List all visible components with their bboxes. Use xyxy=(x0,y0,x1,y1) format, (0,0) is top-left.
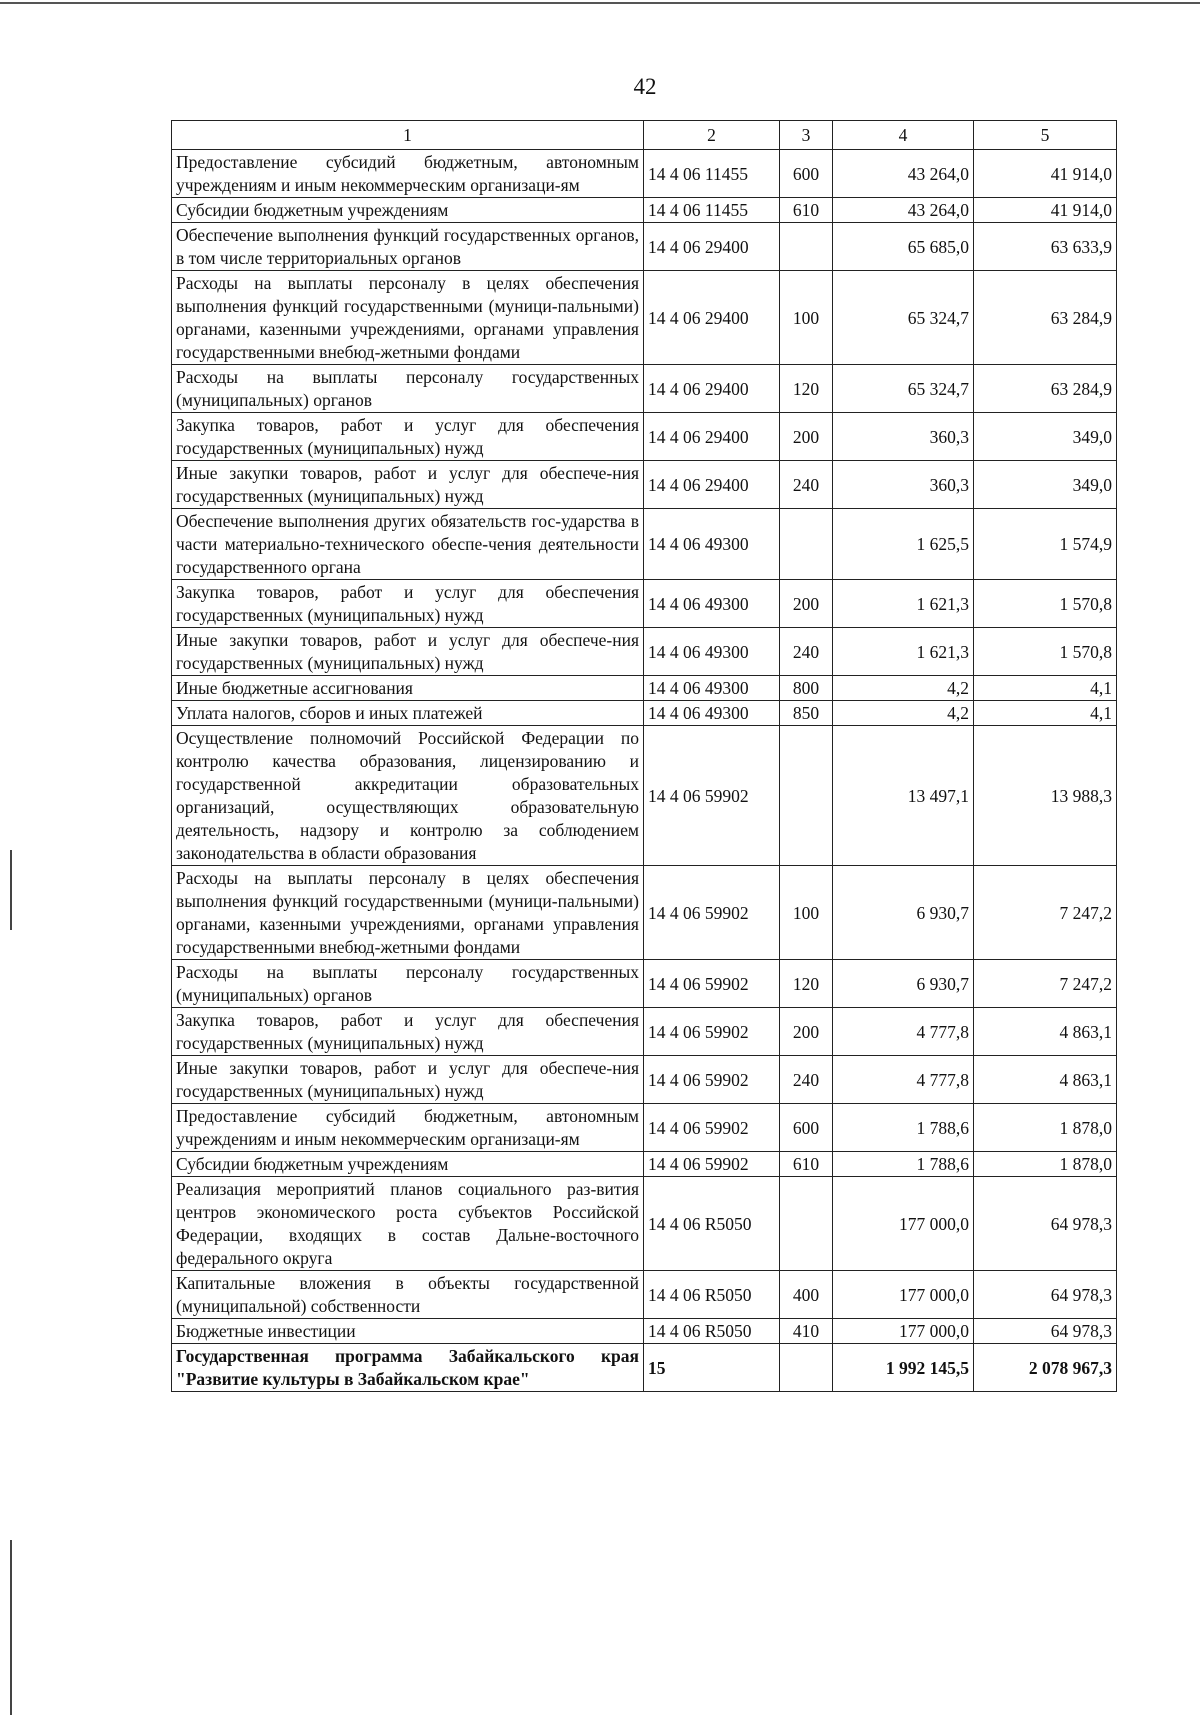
row-sum-2-cell: 41 914,0 xyxy=(974,150,1117,198)
row-name-cell: Субсидии бюджетным учреждениям xyxy=(172,1152,644,1177)
row-expense-type-cell: 200 xyxy=(780,580,833,628)
row-code-cell: 14 4 06 29400 xyxy=(644,365,780,413)
row-expense-type-cell: 120 xyxy=(780,960,833,1008)
row-expense-type-cell: 610 xyxy=(780,198,833,223)
table-header-row xyxy=(172,121,1117,150)
row-sum-1-cell: 4,2 xyxy=(833,676,974,701)
row-expense-type-cell: 600 xyxy=(780,150,833,198)
table-row xyxy=(172,271,1117,365)
row-code-cell: 14 4 06 59902 xyxy=(644,1152,780,1177)
table-row xyxy=(172,701,1117,726)
row-sum-2-cell: 4,1 xyxy=(974,676,1117,701)
row-name-cell: Обеспечение выполнения функций государственных органов, в том числе территориальных органов xyxy=(172,223,644,271)
row-name-cell: Иные закупки товаров, работ и услуг для обеспече-ния государственных (муниципальных) нужд xyxy=(172,628,644,676)
row-name-cell: Субсидии бюджетным учреждениям xyxy=(172,198,644,223)
row-code-cell: 14 4 06 11455 xyxy=(644,150,780,198)
row-name-cell: Закупка товаров, работ и услуг для обеспечения государственных (муниципальных) нужд xyxy=(172,1008,644,1056)
table-row xyxy=(172,628,1117,676)
row-code-cell: 14 4 06 29400 xyxy=(644,413,780,461)
row-sum-1-cell: 13 497,1 xyxy=(833,726,974,866)
row-expense-type-cell: 240 xyxy=(780,461,833,509)
row-sum-1-cell: 1 621,3 xyxy=(833,580,974,628)
row-expense-type-cell: 850 xyxy=(780,701,833,726)
row-expense-type-cell: 200 xyxy=(780,413,833,461)
row-sum-2-cell: 63 633,9 xyxy=(974,223,1117,271)
row-sum-1-cell: 1 788,6 xyxy=(833,1152,974,1177)
row-sum-2-cell: 7 247,2 xyxy=(974,960,1117,1008)
table-row xyxy=(172,726,1117,866)
row-name-cell: Иные закупки товаров, работ и услуг для обеспече-ния государственных (муниципальных) нужд xyxy=(172,1056,644,1104)
row-expense-type-cell: 200 xyxy=(780,1008,833,1056)
row-sum-1-cell: 1 621,3 xyxy=(833,628,974,676)
row-code-cell: 14 4 06 49300 xyxy=(644,509,780,580)
row-code-cell: 14 4 06 59902 xyxy=(644,726,780,866)
scan-margin-mark xyxy=(10,850,12,930)
row-sum-2-cell: 41 914,0 xyxy=(974,198,1117,223)
row-name-cell: Бюджетные инвестиции xyxy=(172,1319,644,1344)
table-row xyxy=(172,365,1117,413)
table-row xyxy=(172,866,1117,960)
table-row xyxy=(172,1319,1117,1344)
row-sum-2-cell: 64 978,3 xyxy=(974,1177,1117,1271)
table-body xyxy=(172,150,1117,1392)
table-row xyxy=(172,413,1117,461)
row-code-cell: 14 4 06 R5050 xyxy=(644,1177,780,1271)
row-code-cell: 14 4 06 59902 xyxy=(644,1104,780,1152)
table-row xyxy=(172,1344,1117,1392)
row-sum-2-cell: 63 284,9 xyxy=(974,365,1117,413)
row-sum-2-cell: 7 247,2 xyxy=(974,866,1117,960)
table-row xyxy=(172,960,1117,1008)
row-expense-type-cell: 120 xyxy=(780,365,833,413)
budget-table xyxy=(171,120,1117,1392)
row-sum-1-cell: 43 264,0 xyxy=(833,198,974,223)
row-expense-type-cell xyxy=(780,1344,833,1392)
row-code-cell: 14 4 06 R5050 xyxy=(644,1271,780,1319)
row-expense-type-cell xyxy=(780,726,833,866)
row-name-cell: Осуществление полномочий Российской Федерации по контролю качества образования, лицензированию и государственной аккредитации образовательных организаций, осуществляющих образовательную деятельность, надзору и контролю за соблюдением законодательства в области образования xyxy=(172,726,644,866)
row-sum-2-cell: 1 878,0 xyxy=(974,1104,1117,1152)
row-name-cell: Реализация мероприятий планов социального раз-вития центров экономического роста субъектов Российской Федерации, входящих в состав Дальне-восточного федерального округа xyxy=(172,1177,644,1271)
row-code-cell: 14 4 06 49300 xyxy=(644,701,780,726)
row-name-cell: Расходы на выплаты персоналу в целях обеспечения выполнения функций государственными (муници-пальными) органами, казенными учреждениями, органами управления государственными внебюд-жетными фондами xyxy=(172,866,644,960)
row-code-cell: 15 xyxy=(644,1344,780,1392)
column-header-sum-1: 4 xyxy=(833,121,974,150)
column-header-expense-type: 3 xyxy=(780,121,833,150)
table-row xyxy=(172,461,1117,509)
row-sum-1-cell: 6 930,7 xyxy=(833,866,974,960)
row-sum-2-cell: 349,0 xyxy=(974,413,1117,461)
row-sum-2-cell: 13 988,3 xyxy=(974,726,1117,866)
row-sum-2-cell: 1 570,8 xyxy=(974,628,1117,676)
row-sum-1-cell: 177 000,0 xyxy=(833,1177,974,1271)
row-expense-type-cell: 240 xyxy=(780,1056,833,1104)
row-sum-1-cell: 6 930,7 xyxy=(833,960,974,1008)
table-row xyxy=(172,223,1117,271)
row-expense-type-cell xyxy=(780,509,833,580)
table-row xyxy=(172,1177,1117,1271)
row-sum-2-cell: 63 284,9 xyxy=(974,271,1117,365)
row-expense-type-cell: 400 xyxy=(780,1271,833,1319)
row-name-cell: Предоставление субсидий бюджетным, автономным учреждениям и иным некоммерческим организаци-ям xyxy=(172,1104,644,1152)
column-header-sum-2: 5 xyxy=(974,121,1117,150)
row-name-cell: Расходы на выплаты персоналу в целях обеспечения выполнения функций государственными (муници-пальными) органами, казенными учреждениями, органами управления государственными внебюд-жетными фондами xyxy=(172,271,644,365)
row-code-cell: 14 4 06 29400 xyxy=(644,223,780,271)
row-code-cell: 14 4 06 11455 xyxy=(644,198,780,223)
row-expense-type-cell xyxy=(780,223,833,271)
row-sum-1-cell: 43 264,0 xyxy=(833,150,974,198)
row-sum-1-cell: 1 625,5 xyxy=(833,509,974,580)
row-expense-type-cell xyxy=(780,1177,833,1271)
table-row xyxy=(172,1008,1117,1056)
row-expense-type-cell: 610 xyxy=(780,1152,833,1177)
row-sum-2-cell: 64 978,3 xyxy=(974,1319,1117,1344)
row-expense-type-cell: 600 xyxy=(780,1104,833,1152)
table-row xyxy=(172,1271,1117,1319)
row-expense-type-cell: 100 xyxy=(780,866,833,960)
row-name-cell: Государственная программа Забайкальского края "Развитие культуры в Забайкальском крае" xyxy=(172,1344,644,1392)
row-name-cell: Расходы на выплаты персоналу государственных (муниципальных) органов xyxy=(172,960,644,1008)
row-sum-2-cell: 1 878,0 xyxy=(974,1152,1117,1177)
row-sum-1-cell: 1 992 145,5 xyxy=(833,1344,974,1392)
row-code-cell: 14 4 06 R5050 xyxy=(644,1319,780,1344)
row-code-cell: 14 4 06 59902 xyxy=(644,866,780,960)
row-name-cell: Иные закупки товаров, работ и услуг для обеспече-ния государственных (муниципальных) нужд xyxy=(172,461,644,509)
table-row xyxy=(172,1056,1117,1104)
row-sum-1-cell: 65 685,0 xyxy=(833,223,974,271)
row-code-cell: 14 4 06 49300 xyxy=(644,676,780,701)
row-sum-1-cell: 4 777,8 xyxy=(833,1056,974,1104)
table-row xyxy=(172,676,1117,701)
row-sum-1-cell: 4 777,8 xyxy=(833,1008,974,1056)
row-code-cell: 14 4 06 59902 xyxy=(644,1056,780,1104)
row-sum-2-cell: 2 078 967,3 xyxy=(974,1344,1117,1392)
row-name-cell: Расходы на выплаты персоналу государственных (муниципальных) органов xyxy=(172,365,644,413)
row-sum-1-cell: 360,3 xyxy=(833,413,974,461)
row-name-cell: Закупка товаров, работ и услуг для обеспечения государственных (муниципальных) нужд xyxy=(172,580,644,628)
row-expense-type-cell: 410 xyxy=(780,1319,833,1344)
row-sum-1-cell: 4,2 xyxy=(833,701,974,726)
row-code-cell: 14 4 06 59902 xyxy=(644,960,780,1008)
column-header-name: 1 xyxy=(172,121,644,150)
row-sum-1-cell: 1 788,6 xyxy=(833,1104,974,1152)
row-code-cell: 14 4 06 49300 xyxy=(644,628,780,676)
row-code-cell: 14 4 06 49300 xyxy=(644,580,780,628)
table-row xyxy=(172,509,1117,580)
row-sum-2-cell: 349,0 xyxy=(974,461,1117,509)
table-row xyxy=(172,150,1117,198)
row-sum-2-cell: 1 574,9 xyxy=(974,509,1117,580)
row-sum-1-cell: 360,3 xyxy=(833,461,974,509)
row-name-cell: Иные бюджетные ассигнования xyxy=(172,676,644,701)
scan-margin-mark xyxy=(10,1540,12,1715)
row-name-cell: Уплата налогов, сборов и иных платежей xyxy=(172,701,644,726)
row-expense-type-cell: 100 xyxy=(780,271,833,365)
table-row xyxy=(172,198,1117,223)
row-expense-type-cell: 800 xyxy=(780,676,833,701)
table-row xyxy=(172,1104,1117,1152)
row-sum-2-cell: 64 978,3 xyxy=(974,1271,1117,1319)
column-header-code: 2 xyxy=(644,121,780,150)
row-name-cell: Капитальные вложения в объекты государственной (муниципальной) собственности xyxy=(172,1271,644,1319)
row-code-cell: 14 4 06 59902 xyxy=(644,1008,780,1056)
table-row xyxy=(172,1152,1117,1177)
table-row xyxy=(172,580,1117,628)
row-sum-2-cell: 4,1 xyxy=(974,701,1117,726)
row-sum-2-cell: 4 863,1 xyxy=(974,1056,1117,1104)
page-number: 42 xyxy=(633,74,657,99)
row-name-cell: Обеспечение выполнения других обязательств гос-ударства в части материально-технического обеспе-чения деятельности государственного органа xyxy=(172,509,644,580)
row-code-cell: 14 4 06 29400 xyxy=(644,461,780,509)
row-sum-1-cell: 177 000,0 xyxy=(833,1319,974,1344)
row-sum-2-cell: 1 570,8 xyxy=(974,580,1117,628)
row-name-cell: Предоставление субсидий бюджетным, автономным учреждениям и иным некоммерческим организаци-ям xyxy=(172,150,644,198)
row-sum-1-cell: 65 324,7 xyxy=(833,365,974,413)
row-sum-1-cell: 65 324,7 xyxy=(833,271,974,365)
row-expense-type-cell: 240 xyxy=(780,628,833,676)
row-sum-1-cell: 177 000,0 xyxy=(833,1271,974,1319)
row-sum-2-cell: 4 863,1 xyxy=(974,1008,1117,1056)
row-name-cell: Закупка товаров, работ и услуг для обеспечения государственных (муниципальных) нужд xyxy=(172,413,644,461)
scan-top-edge xyxy=(0,2,1200,4)
row-code-cell: 14 4 06 29400 xyxy=(644,271,780,365)
